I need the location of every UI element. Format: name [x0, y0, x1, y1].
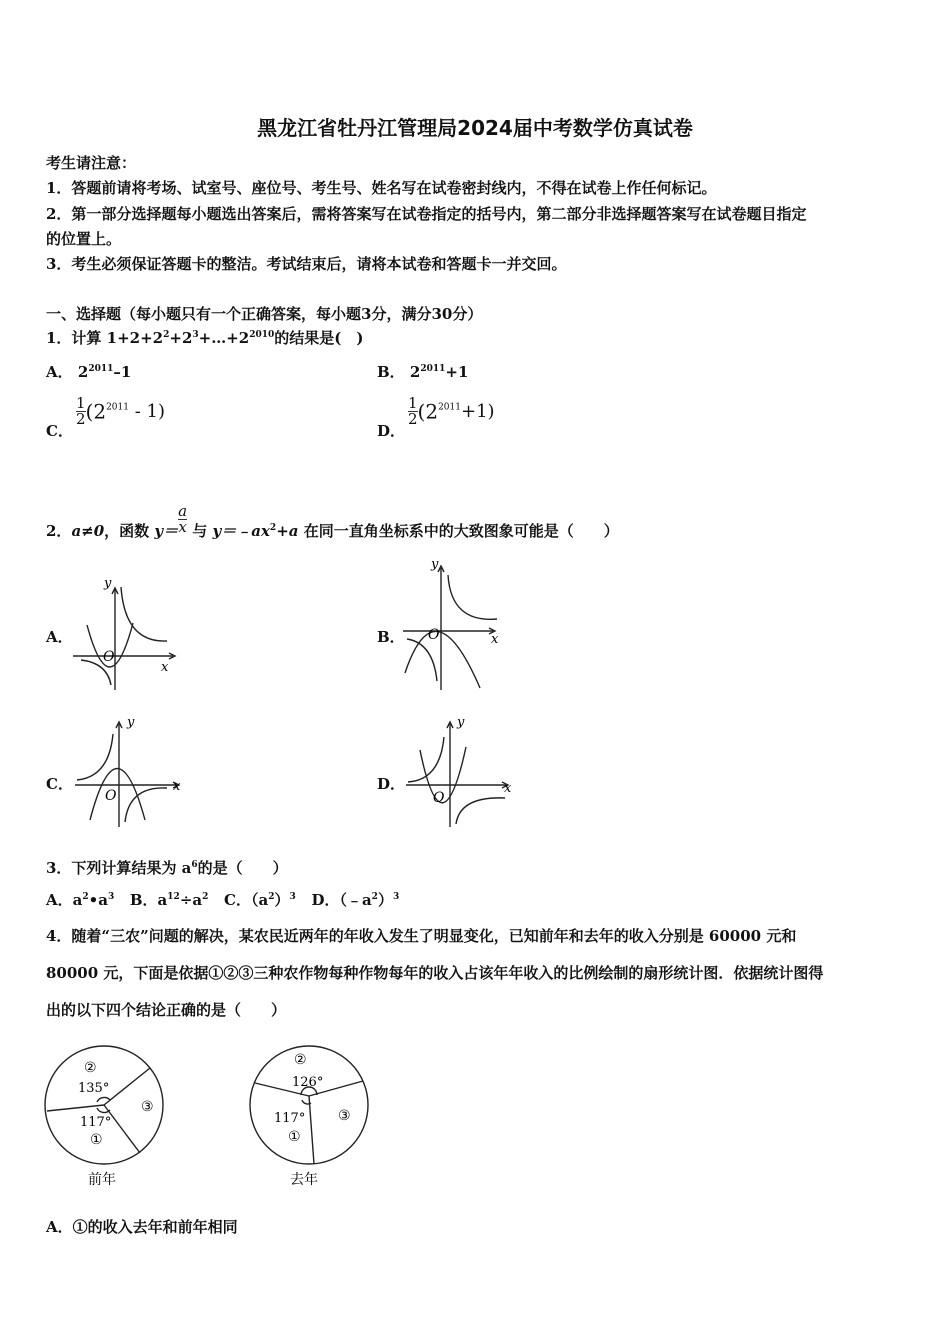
- notice-item-2: 2．第一部分选择题每小题选出答案后，需将答案写在试卷指定的括号内，第二部分非选择题答案写在试卷题目指定: [46, 205, 807, 223]
- page-title: 黑龙江省牡丹江管理局2024届中考数学仿真试卷: [257, 116, 693, 140]
- q1-option-c: $\frac{1}{2}$ $(2^{2011} - 1)$: [76, 394, 165, 428]
- svg-text:117°: 117°: [274, 1111, 306, 1126]
- q3-option-c: C．$(a^2)^3$: [224, 891, 296, 909]
- question-4-line-2: 80000 元，下面是依据①②③三种农作物每种作物每年的收入占该年年收入的比例绘制的扇形统计图．依据统计图得: [46, 964, 824, 982]
- svg-text:O: O: [433, 790, 445, 806]
- question-1-stem: 1．计算 $1+2+2^2+2^3+\dots+2^{2010}$的结果是( ): [46, 329, 364, 347]
- q1-option-c-label: C．: [46, 422, 73, 440]
- q2-graph-a: [65, 575, 185, 695]
- q2-option-b-label: B．: [377, 628, 405, 646]
- fraction: $\frac{a}{x}$: [178, 502, 188, 536]
- svg-text:x: x: [173, 779, 181, 794]
- q2-option-a-label: A．: [46, 628, 73, 646]
- svg-text:O: O: [428, 627, 440, 643]
- svg-text:②: ②: [84, 1060, 97, 1076]
- q1-option-b: B． $2^{2011}+1$: [377, 363, 469, 381]
- q3-options: [46, 889, 399, 910]
- svg-text:126°: 126°: [292, 1075, 324, 1090]
- q1-option-d: $\frac{1}{2}$ $(2^{2011}+1)$: [408, 394, 495, 428]
- q2-graph-d: [400, 712, 525, 832]
- section-heading: 一、选择题（每小题只有一个正确答案，每小题3分，满分30分）: [46, 305, 483, 323]
- q2-graph-b: [395, 553, 515, 693]
- svg-text:去年: 去年: [290, 1172, 318, 1188]
- svg-text:135°: 135°: [78, 1081, 110, 1096]
- svg-text:前年: 前年: [88, 1172, 116, 1188]
- fraction: $\frac{1}{2}$: [76, 394, 86, 428]
- question-4-line-1: 4．随着“三农”问题的解决，某农民近两年的年收入发生了明显变化，已知前年和去年的收入分别是 60000 元和: [46, 927, 797, 945]
- question-3-stem: 3．下列计算结果为 $a^6$的是（ ）: [46, 859, 288, 877]
- pie-chart-last-year: [246, 1038, 376, 1193]
- q2-option-c-label: C．: [46, 775, 73, 793]
- q3-option-a: A．$a^2•a^3$: [46, 891, 115, 909]
- q4-option-a: A．①的收入去年和前年相同: [46, 1218, 238, 1236]
- q2-graph-c: [65, 712, 190, 832]
- svg-text:③: ③: [338, 1108, 351, 1124]
- notice-item-1: 1．答题前请将考场、试室号、座位号、考生号、姓名写在试卷密封线内，不得在试卷上作任何标记。: [46, 179, 717, 197]
- svg-text:117°: 117°: [80, 1115, 112, 1130]
- svg-text:y: y: [104, 576, 112, 591]
- fraction: $\frac{1}{2}$: [408, 394, 418, 428]
- svg-text:y: y: [457, 715, 465, 730]
- svg-text:y: y: [431, 557, 439, 572]
- q3-option-d: D．$(﹣a^2)^3$: [311, 891, 400, 909]
- question-4-line-3: 出的以下四个结论正确的是（ ）: [46, 1001, 287, 1019]
- svg-text:y: y: [127, 715, 135, 730]
- svg-text:②: ②: [294, 1052, 307, 1068]
- svg-text:O: O: [105, 788, 117, 804]
- q1-option-d-label: D．: [377, 422, 406, 440]
- q3-option-b: B．$a^{12}\div a^2$: [129, 891, 209, 909]
- svg-text:①: ①: [90, 1132, 103, 1148]
- notice-heading: 考生请注意：: [46, 154, 137, 172]
- svg-text:x: x: [504, 781, 512, 796]
- q2-option-d-label: D．: [377, 775, 406, 793]
- svg-text:x: x: [161, 660, 169, 675]
- notice-item-3: 3．考生必须保证答题卡的整洁。考试结束后，请将本试卷和答题卡一并交回。: [46, 255, 567, 273]
- question-2-stem: 2．a≠0，函数 y＝ $\frac{a}{x}$ 与 $y=﹣ax^2+a$ 在同一直角坐标系中的大致图象可能是（ ）: [46, 502, 619, 540]
- notice-item-2-cont: 的位置上。: [46, 230, 122, 248]
- svg-text:x: x: [491, 632, 499, 647]
- svg-text:O: O: [103, 649, 115, 665]
- svg-text:①: ①: [288, 1129, 301, 1145]
- q1-option-a: A． $2^{2011}-1$: [46, 363, 132, 381]
- pie-chart-previous-year: [40, 1038, 170, 1193]
- svg-text:③: ③: [141, 1099, 154, 1115]
